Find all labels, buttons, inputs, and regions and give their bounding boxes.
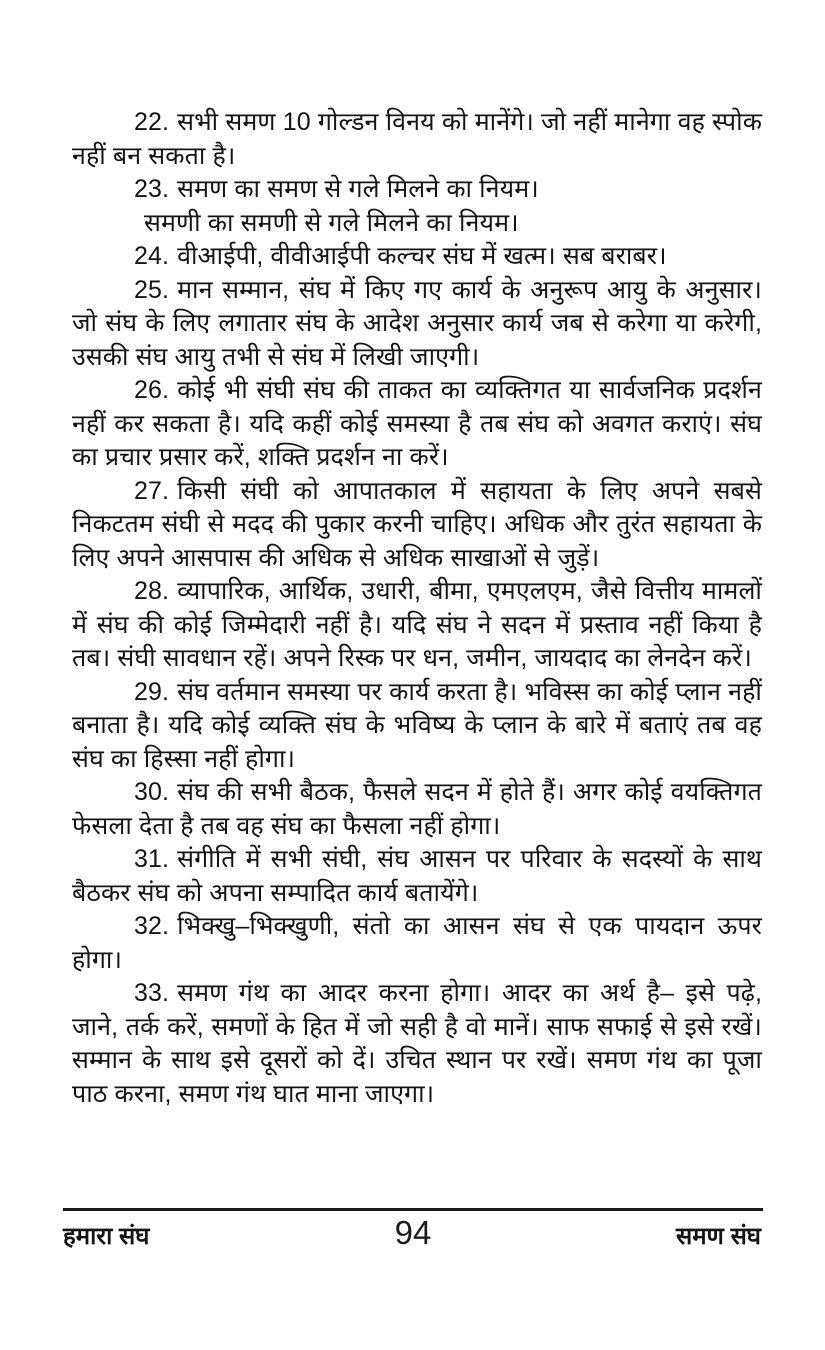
rule-text: संघ की सभी बैठक, फैसले सदन में होते हैं। अगर कोई वयक्तिगत फेसला देता है तब वह संघ का फैसला नहीं होगा।: [72, 778, 762, 840]
rule-text: समण गंथ का आदर करना होगा। आदर का अर्थ है– इसे पढ़े, जाने, तर्क करें, समणों के हित में जो सही है वो मानें। साफ सफाई से इसे रखें। सम्मान के साथ इसे दूसरों को दें। उचित स्थान पर रखें। समण गंथ का पूजा पाठ करना, समण गंथ घात माना जाएगा।: [72, 979, 762, 1108]
rule-item-25: [72, 274, 762, 375]
rule-text: मान सम्मान, संघ में किए गए कार्य के अनुरूप आयु के अनुसार। जो संघ के लिए लगातार संघ के आदेश अनुसार कार्य जब से करेगा या करेगी, उसकी संघ आयु तभी से संघ में लिखी जाएगी।: [72, 275, 762, 371]
rule-number: 32.: [134, 912, 170, 940]
rule-text: व्यापारिक, आर्थिक, उधारी, बीमा, एमएलएम, जैसे वित्तीय मामलों में संघ की कोई जिम्मेदारी नहीं है। यदि संघ ने सदन में प्रस्ताव नहीं किया है तब। संघी सावधान रहें। अपने रिस्क पर धन, जमीन, जायदाद का लेनदेन करें।: [72, 577, 762, 672]
rule-item-26: [72, 374, 762, 475]
rule-item-31: [72, 843, 762, 910]
rule-item-32: [72, 910, 762, 977]
rule-number: 26.: [134, 376, 170, 404]
footer-book-title: हमारा संघ: [63, 1223, 150, 1250]
rule-item-33: [72, 977, 762, 1111]
rule-number: 24.: [134, 242, 170, 270]
rules-list: [72, 106, 762, 1111]
rule-text: संगीति में सभी संघी, संघ आसन पर परिवार के सदस्यों के साथ बैठकर संघ को अपना सम्पादित कार्य बतायेंगे।: [72, 845, 762, 907]
rule-item-23: [72, 173, 762, 240]
rule-item-22: [72, 106, 762, 173]
rule-text: किसी संघी को आपातकाल में सहायता के लिए अपने सबसे निकटतम संघी से मदद की पुकार करनी चाहिए। अधिक और तुरंत सहायता के लिए अपने आसपास की अधिक से अधिक साखाओं से जुड़ें।: [72, 476, 762, 572]
page-number: 94: [394, 1214, 432, 1251]
rule-number: 30.: [134, 778, 170, 806]
footer-section-title: समण संघ: [675, 1223, 761, 1250]
rule-text: कोई भी संघी संघ की ताकत का व्यक्तिगत या सार्वजनिक प्रदर्शन नहीं कर सकता है। यदि कहीं कोई समस्या है तब संघ को अवगत कराएं। संघ का प्रचार प्रसार करें, शक्ति प्रदर्शन ना करें।: [72, 376, 762, 471]
rule-item-27: [72, 475, 762, 576]
rule-number: 31.: [134, 845, 170, 873]
rule-number: 23.: [134, 175, 170, 203]
rule-number: 27.: [134, 476, 170, 505]
rule-number: 29.: [134, 677, 170, 706]
rule-item-29: [72, 676, 762, 777]
rule-text: समण का समण से गले मिलने का नियम।: [177, 175, 539, 203]
page-footer: [63, 1208, 763, 1259]
rule-text-line2: समणी का समणी से गले मिलने का नियम।: [144, 208, 519, 237]
rule-item-24: [72, 240, 762, 274]
rule-number: 22.: [134, 108, 170, 136]
rule-item-28: [72, 575, 762, 676]
rule-number: 25.: [134, 275, 170, 304]
rule-number: 33.: [134, 979, 170, 1007]
rule-text: वीआईपी, वीवीआईपी कल्चर संघ में खत्म। सब बराबर।: [177, 242, 667, 270]
rule-text: सभी समण 10 गोल्डन विनय को मानेंगे। जो नहीं मानेगा वह स्पोक नहीं बन सकता है।: [72, 108, 762, 170]
rule-text: संघ वर्तमान समस्या पर कार्य करता है। भविस्स का कोई प्लान नहीं बनाता है। यदि कोई व्यक्ति संघ के भविष्य के प्लान के बारे में बताएं तब वह संघ का हिस्सा नहीं होगा।: [72, 677, 762, 773]
rule-number: 28.: [134, 577, 170, 605]
footer-row: [63, 1211, 763, 1259]
rule-text: भिक्खु–भिक्खुणी, संतो का आसन संघ से एक पायदान ऊपर होगा।: [72, 912, 762, 974]
rule-item-30: [72, 776, 762, 843]
